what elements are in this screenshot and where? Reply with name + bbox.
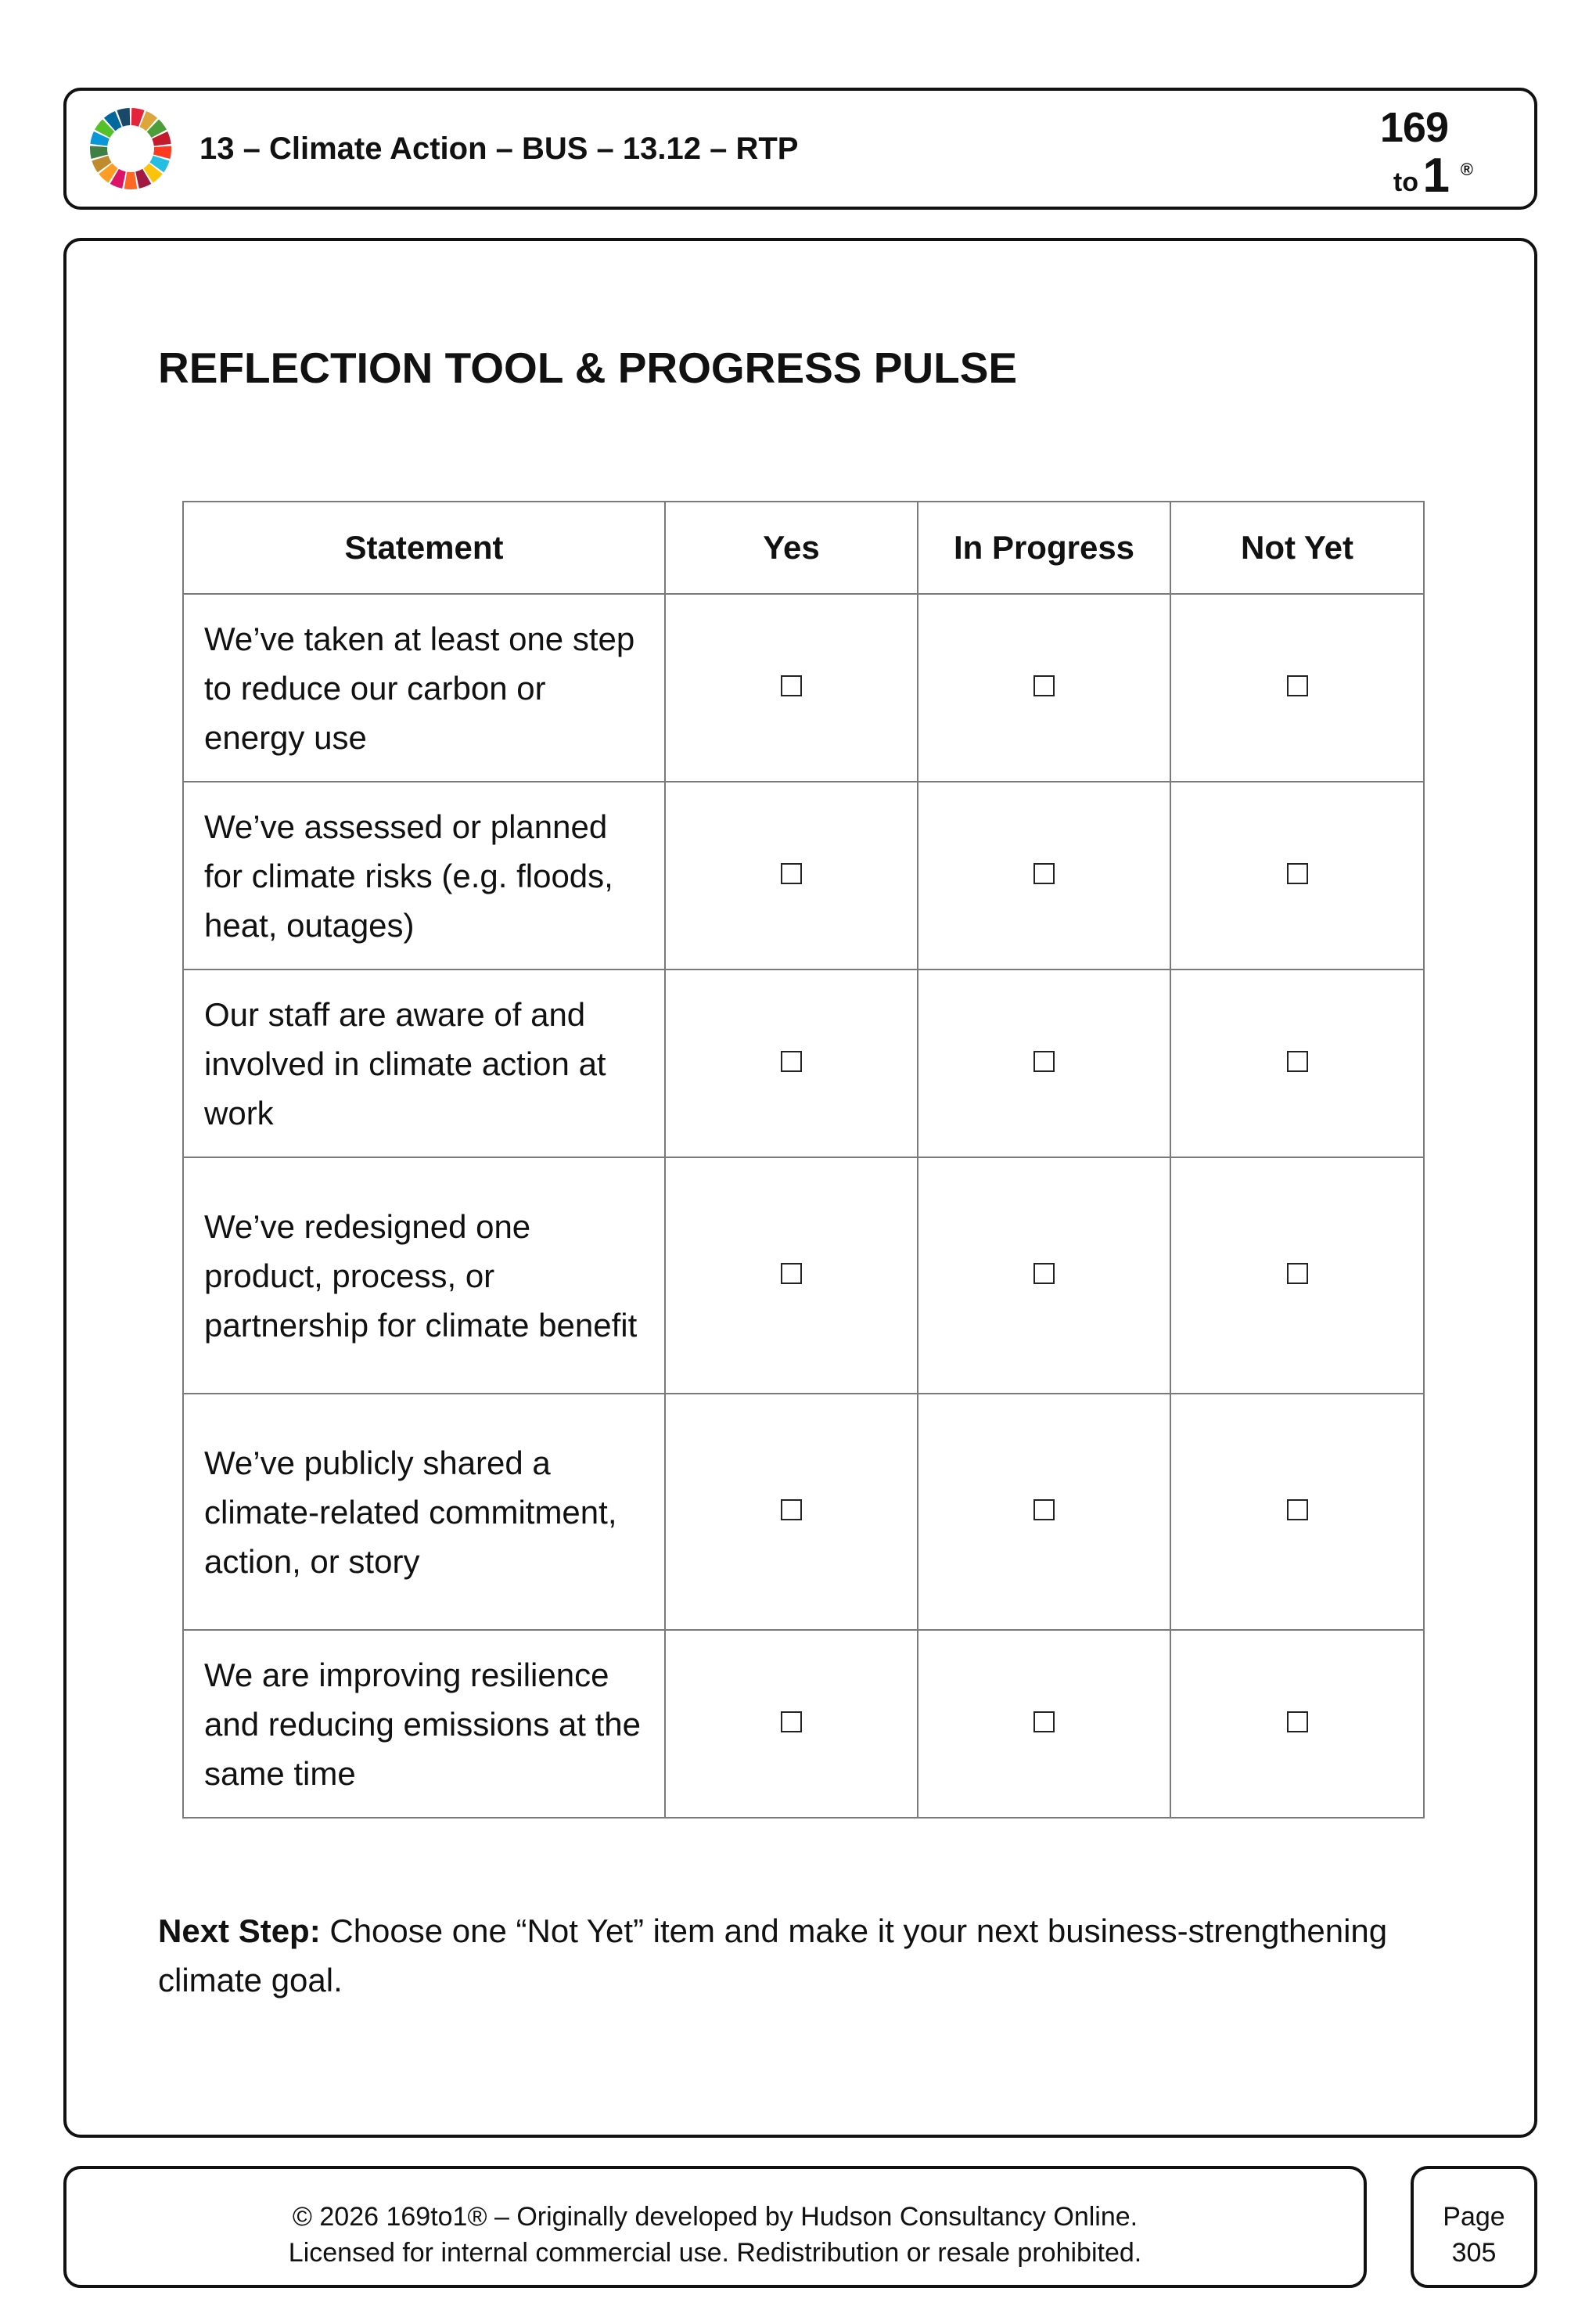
table-row bbox=[183, 594, 1424, 782]
sdg-wheel-logo bbox=[88, 106, 173, 191]
column-header-statement: Statement bbox=[183, 502, 665, 594]
table-header-row bbox=[183, 502, 1424, 594]
statement-cell: Our staff are aware of and involved in climate action at work bbox=[183, 970, 665, 1157]
main-panel bbox=[63, 238, 1537, 2138]
checkbox-yes[interactable] bbox=[781, 1499, 802, 1520]
table-row bbox=[183, 1630, 1424, 1818]
license-line: Licensed for internal commercial use. Redistribution or resale prohibited. bbox=[288, 2238, 1142, 2268]
brand-one: 1 bbox=[1422, 149, 1450, 203]
checkbox-not-yet[interactable] bbox=[1287, 1711, 1308, 1732]
checkbox-yes[interactable] bbox=[781, 1263, 802, 1284]
table-row bbox=[183, 970, 1424, 1157]
column-header-not-yet: Not Yet bbox=[1170, 502, 1424, 594]
copyright-line: © 2026 169to1® – Originally developed by Hudson Consultancy Online. bbox=[292, 2202, 1138, 2232]
page-title: REFLECTION TOOL & PROGRESS PULSE bbox=[158, 344, 1018, 392]
checkbox-in-progress[interactable] bbox=[1033, 1711, 1055, 1732]
checkbox-yes[interactable] bbox=[781, 1711, 802, 1732]
page-header bbox=[63, 88, 1537, 210]
checkbox-in-progress[interactable] bbox=[1033, 1499, 1055, 1520]
page-number-box bbox=[1411, 2166, 1537, 2288]
next-step-note bbox=[158, 1906, 1488, 2005]
footer-copyright bbox=[63, 2166, 1367, 2288]
table-row bbox=[183, 1157, 1424, 1394]
checkbox-in-progress[interactable] bbox=[1033, 675, 1055, 696]
checkbox-in-progress[interactable] bbox=[1033, 1263, 1055, 1284]
brand-logo bbox=[1362, 99, 1479, 205]
page-number: 305 bbox=[1451, 2238, 1497, 2268]
checkbox-not-yet[interactable] bbox=[1287, 1499, 1308, 1520]
checkbox-not-yet[interactable] bbox=[1287, 1051, 1308, 1072]
checkbox-yes[interactable] bbox=[781, 675, 802, 696]
brand-registered-mark: ® bbox=[1460, 160, 1473, 179]
statement-cell: We’ve redesigned one product, process, or partnership for climate benefit bbox=[183, 1157, 665, 1394]
statement-cell: We’ve assessed or planned for climate risks (e.g. floods, heat, outages) bbox=[183, 782, 665, 970]
next-step-text: Choose one “Not Yet” item and make it your next business-strengthening climate goal. bbox=[158, 1912, 1388, 1998]
checkbox-not-yet[interactable] bbox=[1287, 675, 1308, 696]
statement-cell: We are improving resilience and reducing emissions at the same time bbox=[183, 1630, 665, 1818]
next-step-label: Next Step: bbox=[158, 1912, 321, 1949]
statement-cell: We’ve taken at least one step to reduce our carbon or energy use bbox=[183, 594, 665, 782]
statement-cell: We’ve publicly shared a climate-related commitment, action, or story bbox=[183, 1394, 665, 1630]
checkbox-not-yet[interactable] bbox=[1287, 1263, 1308, 1284]
header-title: 13 – Climate Action – BUS – 13.12 – RTP bbox=[200, 131, 799, 166]
table-row bbox=[183, 782, 1424, 970]
reflection-table bbox=[182, 501, 1425, 1819]
logo-segment bbox=[124, 172, 138, 189]
checkbox-in-progress[interactable] bbox=[1033, 863, 1055, 884]
table-row bbox=[183, 1394, 1424, 1630]
checkbox-not-yet[interactable] bbox=[1287, 863, 1308, 884]
brand-number: 169 bbox=[1379, 104, 1448, 151]
checkbox-yes[interactable] bbox=[781, 863, 802, 884]
brand-to: to bbox=[1393, 167, 1418, 197]
checkbox-yes[interactable] bbox=[781, 1051, 802, 1072]
column-header-yes: Yes bbox=[665, 502, 918, 594]
page-label: Page bbox=[1443, 2202, 1505, 2232]
checkbox-in-progress[interactable] bbox=[1033, 1051, 1055, 1072]
column-header-in-progress: In Progress bbox=[918, 502, 1170, 594]
